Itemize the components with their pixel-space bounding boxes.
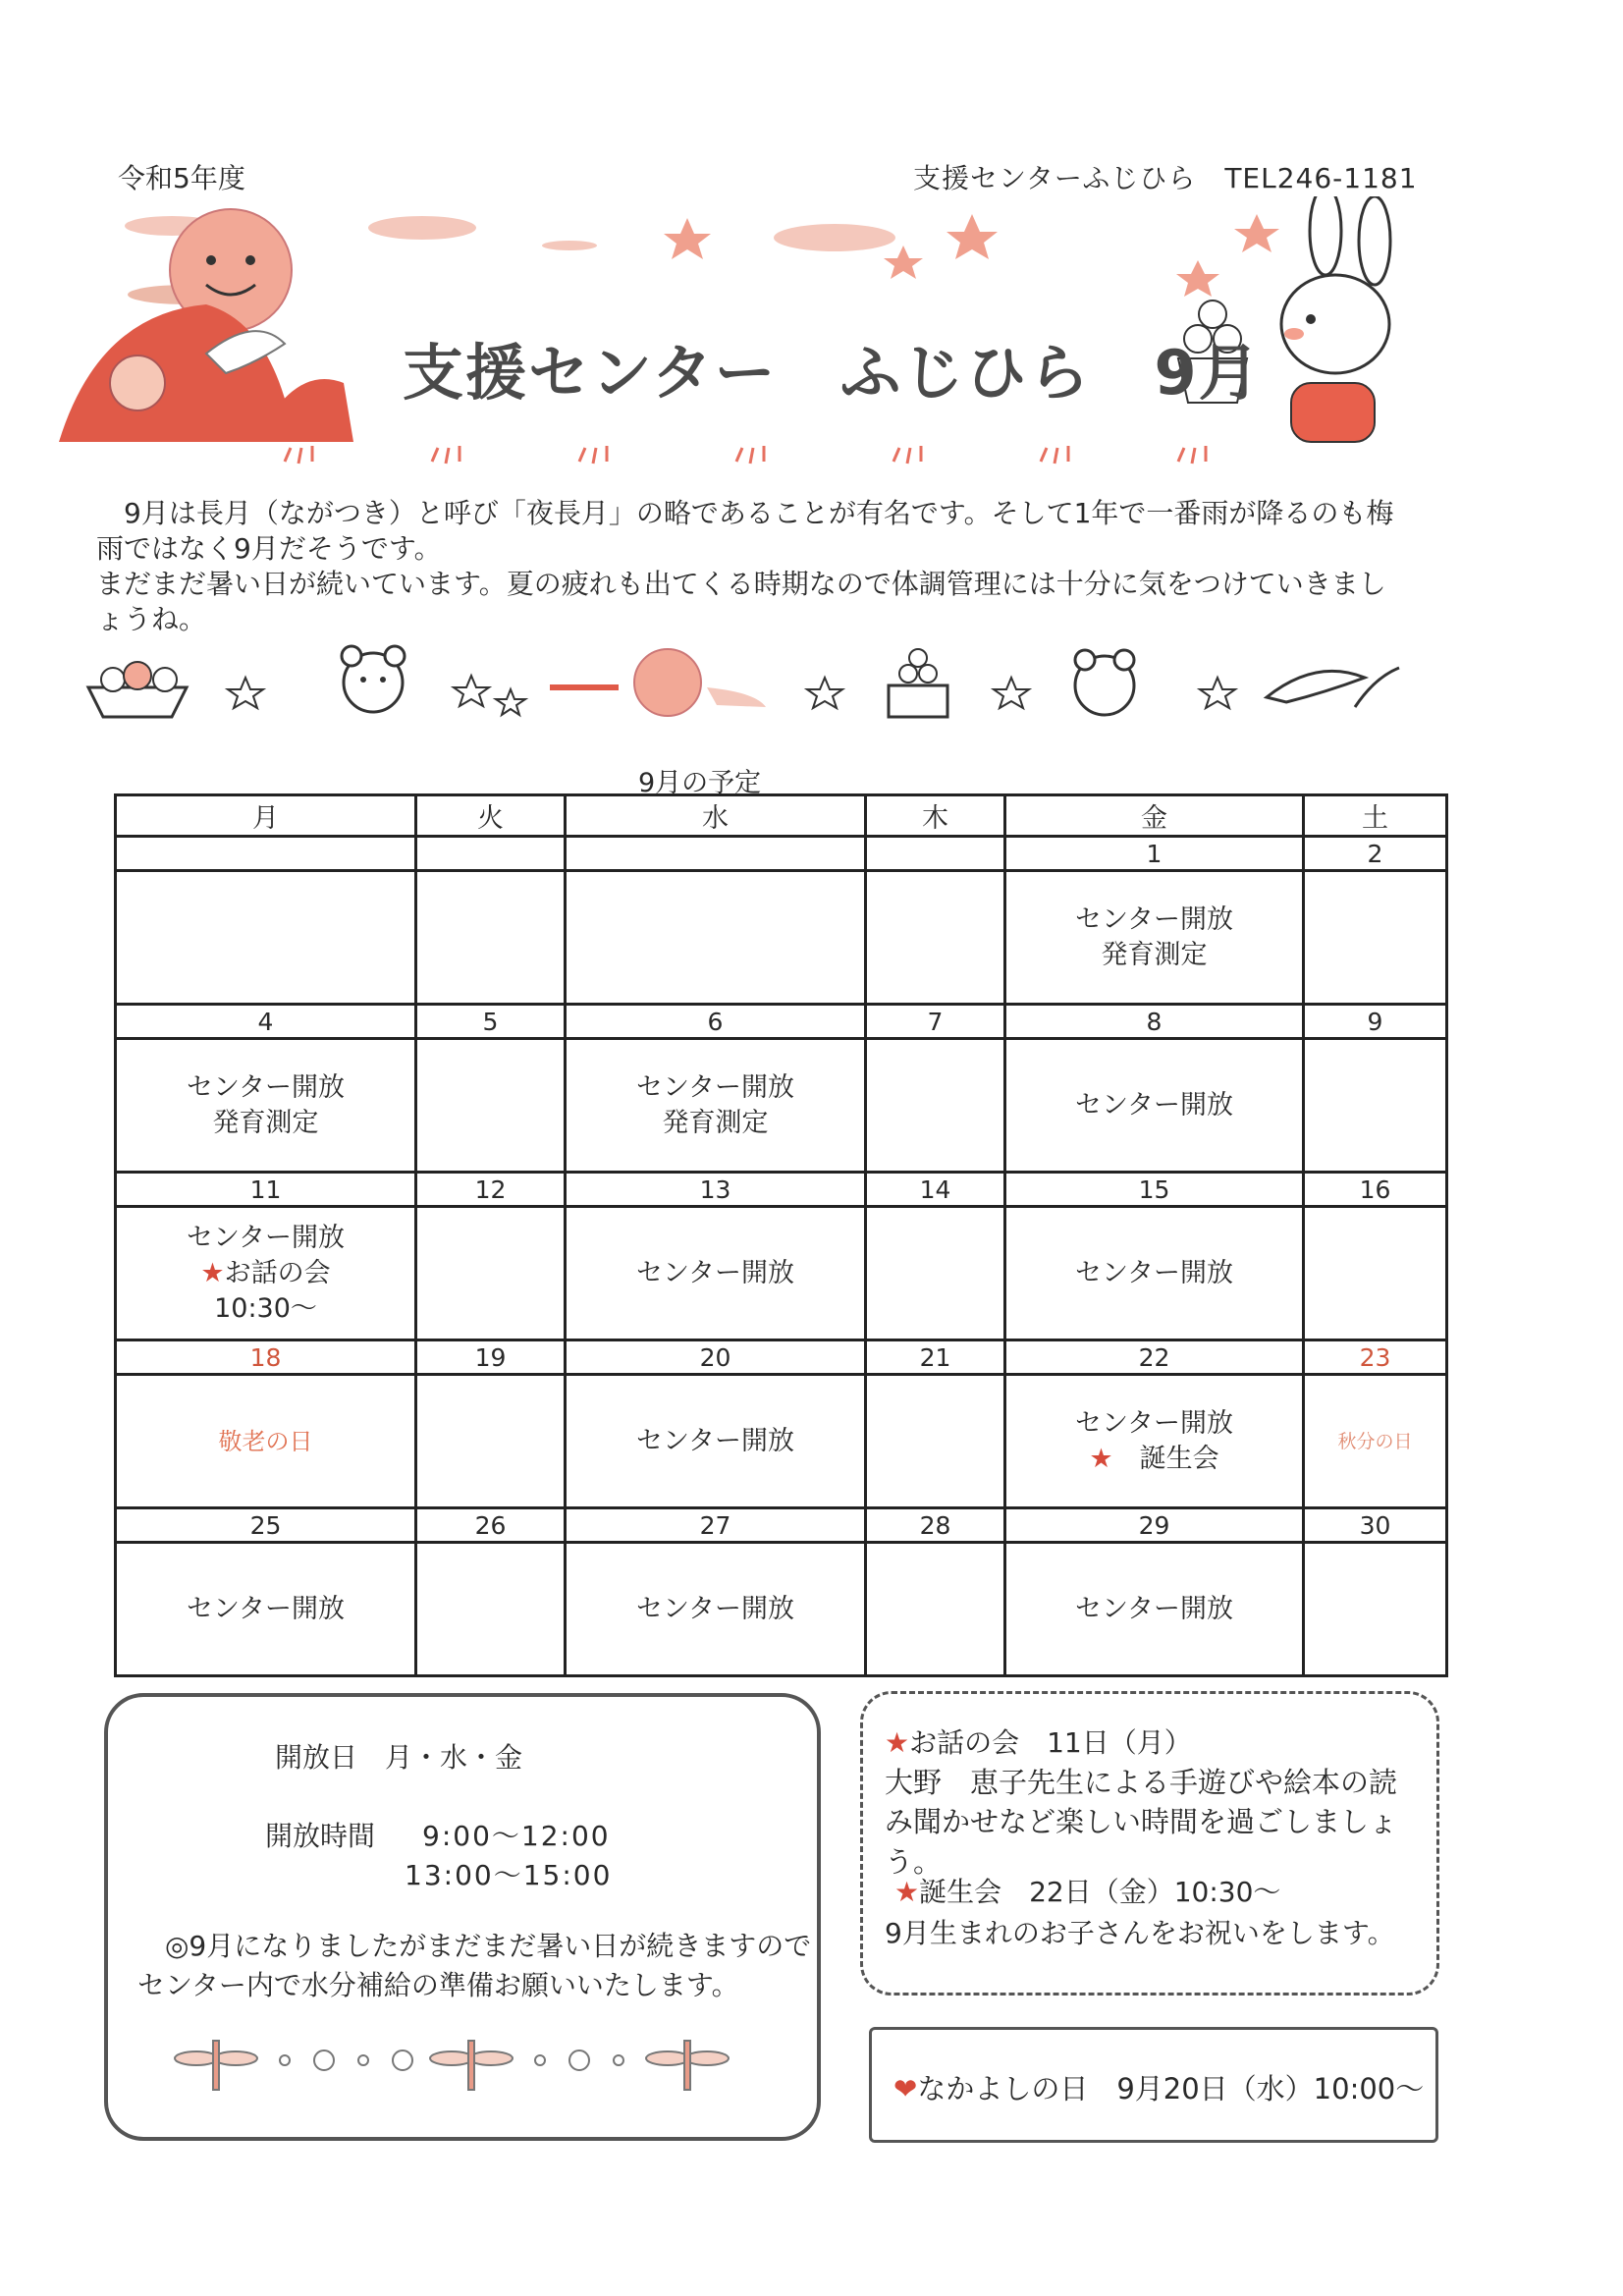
nakayoshi-text: なかよしの日 9月20日（水）10:00～ — [917, 2072, 1425, 2105]
star-icon — [807, 678, 842, 708]
event-cell — [416, 1375, 566, 1508]
holiday-label: 秋分の日 — [1337, 1430, 1413, 1452]
event-row — [116, 1039, 1447, 1173]
star-icon: ★ — [894, 1876, 920, 1908]
fruit-basket-icon — [88, 662, 187, 717]
star-icon — [664, 218, 711, 259]
event-cell — [1005, 871, 1304, 1005]
date-row — [116, 1507, 1447, 1542]
date-cell: 26 — [416, 1507, 566, 1542]
intro-line-2: まだまだ暑い日が続いています。夏の疲れも出てくる時期なので体調管理には十分に気をつけていきましょうね。 — [96, 568, 1386, 635]
date-cell — [116, 837, 416, 871]
star-icon — [228, 678, 263, 708]
event-text: センター開放 — [636, 1593, 794, 1624]
birthday-event-title — [894, 1871, 1280, 1910]
dragonfly-icon — [175, 2041, 257, 2090]
event-cell — [116, 1543, 416, 1676]
event-cell — [866, 1543, 1005, 1676]
weekday-fri: 金 — [1005, 795, 1304, 837]
weekday-sat: 土 — [1304, 795, 1447, 837]
date-cell: 6 — [566, 1005, 866, 1039]
notice-line-2: センター内で水分補給の準備お願いいたします。 — [137, 1969, 739, 2001]
cherub-icon — [110, 355, 165, 410]
event-cell — [116, 1039, 416, 1173]
date-cell: 8 — [1005, 1005, 1304, 1039]
event-cell — [566, 1039, 866, 1173]
event-cell — [866, 871, 1005, 1005]
flower-icon — [393, 2050, 412, 2070]
weekday-tue: 火 — [416, 795, 566, 837]
page-title: 支援センター ふじひら 9月 — [403, 337, 1262, 409]
event-cell — [1304, 1207, 1447, 1340]
story-desc-1: 大野 恵子先生による手遊びや絵本の読 — [885, 1766, 1398, 1799]
birthday-event-text: ★ 誕生会 — [1089, 1443, 1219, 1474]
event-cell — [1304, 1375, 1447, 1508]
date-row — [116, 1340, 1447, 1375]
event-text: センター開放 — [636, 1071, 794, 1103]
dragonfly-row — [167, 2021, 756, 2100]
hours-morning: 9:00～12:00 — [422, 1820, 611, 1852]
nakayoshi-line — [893, 2067, 1424, 2107]
event-row — [116, 1207, 1447, 1340]
event-text: 発育測定 — [662, 1107, 769, 1138]
schedule-title: 9月の予定 — [638, 768, 762, 798]
event-text: 発育測定 — [212, 1107, 319, 1138]
rabbit-icon — [1281, 275, 1389, 373]
star-icon: ★ — [885, 1726, 910, 1759]
event-cell — [1005, 1543, 1304, 1676]
intro-line-1: 9月は長月（ながつき）と呼び「夜長月」の略であることが有名です。そして1年で一番雨が降るのも梅雨ではなく9月だそうです。 — [96, 497, 1394, 565]
weekday-mon: 月 — [116, 795, 416, 837]
event-text: センター開放 — [1075, 1407, 1233, 1439]
date-cell: 15 — [1005, 1173, 1304, 1207]
event-cell — [866, 1207, 1005, 1340]
cloud-icon — [774, 224, 895, 251]
event-cell — [416, 1207, 566, 1340]
date-cell: 16 — [1304, 1173, 1447, 1207]
event-row — [116, 871, 1447, 1005]
flower-icon — [569, 2050, 589, 2070]
event-time: 10:30～ — [214, 1292, 317, 1324]
weekday-header-row — [116, 795, 1447, 837]
event-cell — [416, 1543, 566, 1676]
event-cell — [566, 871, 866, 1005]
date-row — [116, 1173, 1447, 1207]
event-cell — [116, 871, 416, 1005]
star-icon — [454, 676, 489, 706]
dango-stand-icon — [889, 649, 947, 717]
star-icon — [947, 214, 998, 259]
event-cell — [1005, 1207, 1304, 1340]
date-cell — [866, 837, 1005, 871]
opening-info-box — [104, 1693, 821, 2141]
story-event-title — [885, 1722, 1192, 1761]
moon-face-icon — [550, 649, 766, 716]
heart-icon: ❤ — [893, 2072, 918, 2105]
event-cell — [116, 1207, 416, 1340]
dragonfly-icon — [646, 2041, 729, 2090]
event-cell — [116, 1375, 416, 1508]
star-icon: ★ — [200, 1257, 225, 1288]
date-cell: 13 — [566, 1173, 866, 1207]
event-text: センター開放 — [636, 1425, 794, 1456]
event-text: センター開放 — [1075, 903, 1233, 935]
birthday-desc: 9月生まれのお子さんをお祝いをします。 — [885, 1917, 1395, 1949]
event-cell — [1304, 871, 1447, 1005]
date-cell: 1 — [1005, 837, 1304, 871]
date-cell: 12 — [416, 1173, 566, 1207]
date-row — [116, 837, 1447, 871]
event-cell — [866, 1039, 1005, 1173]
bear-icon — [342, 646, 405, 712]
date-row — [116, 1005, 1447, 1039]
date-cell: 29 — [1005, 1507, 1304, 1542]
notice-line-1: ◎9月になりましたがまだまだ暑い日が続きますので — [165, 1930, 812, 1962]
cloud-icon — [368, 216, 476, 240]
event-cell — [416, 1039, 566, 1173]
holiday-date-cell: 23 — [1304, 1340, 1447, 1375]
event-cell — [566, 1375, 866, 1508]
event-text: 発育測定 — [1101, 939, 1208, 970]
mountain-icon — [59, 304, 295, 442]
date-cell: 19 — [416, 1340, 566, 1375]
date-cell: 2 — [1304, 837, 1447, 871]
date-cell — [566, 837, 866, 871]
dragonfly-icon — [430, 2041, 513, 2090]
bear-icon — [1075, 650, 1134, 715]
event-cell — [566, 1543, 866, 1676]
hours-label: 開放時間 — [265, 1820, 376, 1852]
fiscal-year: 令和5年度 — [118, 162, 245, 194]
date-cell: 9 — [1304, 1005, 1447, 1039]
date-cell: 4 — [116, 1005, 416, 1039]
story-desc-2: み聞かせなど楽しい時間を過ごしましょう。 — [885, 1805, 1398, 1879]
date-cell: 14 — [866, 1173, 1005, 1207]
star-icon — [1176, 260, 1219, 297]
event-text: センター開放 — [1075, 1593, 1233, 1624]
date-cell: 28 — [866, 1507, 1005, 1542]
date-cell: 25 — [116, 1507, 416, 1542]
event-cell — [1304, 1543, 1447, 1676]
event-cell — [416, 871, 566, 1005]
date-cell — [416, 837, 566, 871]
event-text: センター開放 — [187, 1593, 345, 1624]
birthday-title-text: 誕生会 22日（金）10:30～ — [919, 1876, 1281, 1908]
contact-info: 支援センターふじひら TEL246-1181 — [913, 162, 1418, 194]
weekday-wed: 水 — [566, 795, 866, 837]
nakayoshi-banner — [869, 2027, 1438, 2143]
event-text: センター開放 — [187, 1071, 345, 1103]
star-icon — [1234, 214, 1279, 252]
decoration-row — [79, 638, 1434, 727]
star-icon — [496, 689, 525, 715]
story-event-text: ★お話の会 — [200, 1257, 331, 1288]
hours-afternoon: 13:00～15:00 — [405, 1859, 613, 1891]
event-text: センター開放 — [1075, 1257, 1233, 1288]
date-cell: 22 — [1005, 1340, 1304, 1375]
holiday-date-cell: 18 — [116, 1340, 416, 1375]
date-cell: 11 — [116, 1173, 416, 1207]
weekday-thu: 木 — [866, 795, 1005, 837]
event-cell — [566, 1207, 866, 1340]
event-text: センター開放 — [636, 1257, 794, 1288]
grass-decoration — [285, 446, 1206, 464]
event-text: センター開放 — [187, 1222, 345, 1253]
open-days: 開放日 月・水・金 — [275, 1741, 523, 1774]
intro-text — [96, 496, 1402, 637]
flower-icon — [314, 2050, 334, 2070]
event-text: センター開放 — [1075, 1089, 1233, 1121]
event-row — [116, 1543, 1447, 1676]
date-cell: 21 — [866, 1340, 1005, 1375]
star-icon — [884, 246, 923, 279]
cloud-icon — [542, 241, 597, 250]
schedule-calendar — [114, 793, 1448, 1677]
story-title-text: お話の会 11日（月） — [909, 1726, 1192, 1759]
star-icon: ★ — [1089, 1443, 1113, 1474]
event-row — [116, 1375, 1447, 1508]
event-cell — [1005, 1375, 1304, 1508]
holiday-label: 敬老の日 — [218, 1427, 313, 1455]
pampas-grass-icon — [1267, 668, 1399, 707]
events-box — [860, 1691, 1439, 1995]
date-cell: 7 — [866, 1005, 1005, 1039]
event-cell — [1005, 1039, 1304, 1173]
event-cell — [866, 1375, 1005, 1508]
date-cell: 20 — [566, 1340, 866, 1375]
star-icon — [1200, 678, 1235, 708]
date-cell: 30 — [1304, 1507, 1447, 1542]
date-cell: 27 — [566, 1507, 866, 1542]
star-icon — [994, 678, 1029, 708]
date-cell: 5 — [416, 1005, 566, 1039]
event-cell — [1304, 1039, 1447, 1173]
